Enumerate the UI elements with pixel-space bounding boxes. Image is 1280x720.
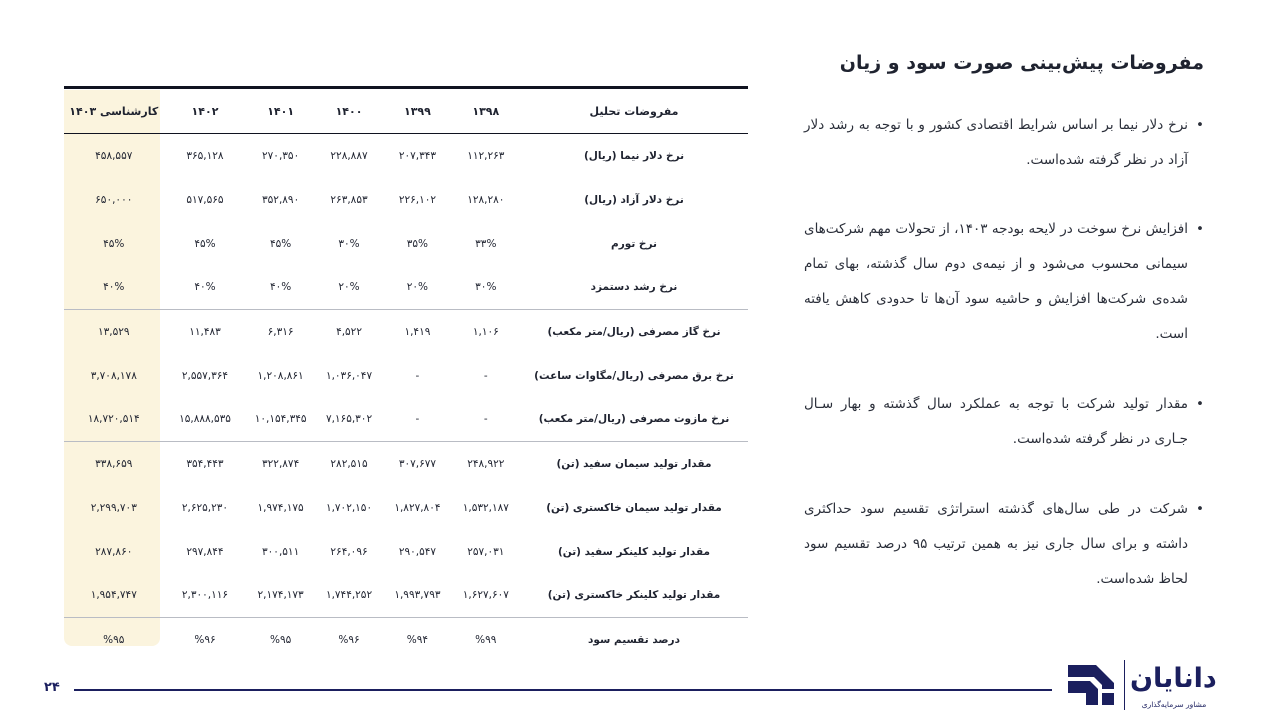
table-header-row: [64, 88, 748, 134]
table-row: [64, 486, 748, 530]
header-cell: مفروضات تحلیل: [589, 104, 679, 118]
table-cell: ۱,۴۱۹: [404, 325, 431, 338]
table-cell: ۳۲۲,۸۷۴: [262, 457, 300, 470]
table-row: [64, 530, 748, 574]
table-cell: -: [415, 369, 420, 382]
table-cell: -: [483, 369, 488, 382]
table-cell: ۳,۷۰۸,۱۷۸: [90, 369, 137, 382]
row-label: درصد تقسیم سود: [588, 633, 680, 646]
table-cell: ۱,۹۹۳,۷۹۳: [394, 589, 441, 602]
table-cell: ۲,۶۲۵,۲۳۰: [181, 501, 229, 514]
page-title: مفروضات پیش‌بینی صورت سود و زیان: [839, 52, 1204, 74]
table-cell: ۲۰۷,۳۴۳: [398, 149, 436, 162]
table-row: [64, 222, 748, 266]
table-body: [64, 134, 748, 662]
table-cell: ۳۳%: [475, 237, 497, 250]
table-cell: ۳۰%: [475, 281, 497, 294]
table-cell: ۲,۱۷۴,۱۷۳: [257, 589, 304, 602]
table-cell: ۱,۵۳۲,۱۸۷: [462, 501, 509, 514]
table-cell: -: [415, 413, 420, 426]
table-cell: ۳۰۷,۶۷۷: [398, 457, 436, 470]
table-cell: ۲۲۶,۱۰۲: [398, 193, 436, 206]
table-cell: ۲۷۰,۳۵۰: [262, 149, 300, 162]
table-cell: ۲,۵۵۷,۳۶۴: [181, 369, 229, 382]
table-cell: %۹۹: [475, 633, 497, 646]
table-cell: ۷,۱۶۵,۳۰۲: [325, 413, 373, 426]
table-cell: ۳۵۲,۸۹۰: [262, 193, 300, 206]
header-cell: ۱۳۹۹: [403, 104, 431, 118]
row-label: مقدار تولید کلینکر سفید (تن): [557, 545, 711, 558]
table-cell: ۱۳,۵۲۹: [97, 325, 130, 338]
table-cell: ۳۳۸,۶۵۹: [95, 457, 133, 470]
table-cell: ۳۰۰,۵۱۱: [262, 545, 300, 558]
table-cell: ۱,۶۲۷,۶۰۷: [462, 589, 509, 602]
row-label: نرخ گاز مصرفی (ریال/متر مکعب): [547, 325, 721, 338]
table-cell: ۲,۲۹۹,۷۰۳: [90, 501, 137, 514]
table-cell: ۱,۰۳۶,۰۴۷: [325, 369, 373, 382]
table-cell: ۲۸۲,۵۱۵: [330, 457, 368, 470]
table-cell: ۱,۹۵۴,۷۴۷: [90, 589, 137, 602]
table-cell: ۲۲۸,۸۸۷: [330, 149, 368, 162]
table-cell: ۴۰%: [270, 281, 292, 294]
table-row: [64, 134, 748, 178]
table-row: [64, 618, 748, 662]
row-label: نرخ تورم: [611, 237, 657, 250]
table-cell: ۱,۲۰۸,۸۶۱: [257, 369, 304, 382]
row-label: مقدار تولید سیمان خاکستری (تن): [546, 501, 722, 514]
table-cell: ۴۵%: [194, 237, 216, 250]
table-row: [64, 398, 748, 442]
header-cell: کارشناسی ۱۴۰۳: [69, 104, 159, 118]
table-cell: ۶۵۰,۰۰۰: [95, 193, 133, 206]
page-number: ۲۴: [44, 680, 60, 695]
assumption-notes: [804, 108, 1202, 597]
table-row: [64, 178, 748, 222]
table-cell: ۳۵%: [406, 237, 429, 250]
table-cell: %۹۵: [103, 633, 125, 646]
table-cell: ۴۵%: [270, 237, 292, 250]
header-cell: ۱۴۰۲: [191, 104, 219, 118]
assumptions-table-container: [64, 86, 748, 662]
row-label: نرخ دلار نیما (ریال): [583, 149, 685, 162]
header-cell: ۱۳۹۸: [472, 104, 500, 118]
table-cell: -: [483, 413, 488, 426]
table-row: [64, 574, 748, 618]
header-cell: ۱۴۰۱: [267, 104, 295, 118]
table-row: [64, 266, 748, 310]
row-label: مقدار تولید سیمان سفید (تن): [556, 457, 712, 470]
table-cell: ۲۸۷,۸۶۰: [95, 545, 133, 558]
table-cell: ۳۶۵,۱۲۸: [186, 149, 224, 162]
header-cell: ۱۴۰۰: [335, 104, 363, 118]
row-label: نرخ برق مصرفی (ریال/مگاوات ساعت): [534, 369, 734, 382]
note-item: • مقدار تولید شرکت با توجه به عملکرد سال گذشته و بهار سـال جـاری در نظر گرفته شده‌است.: [804, 387, 1202, 457]
table-cell: ۲۰%: [406, 281, 429, 294]
table-cell: ۲,۳۰۰,۱۱۶: [181, 589, 229, 602]
row-label: نرخ دلار آزاد (ریال): [584, 193, 684, 206]
note-item: • شرکت در طی سال‌های گذشته استراتژی تقسیم سود حداکثری داشته و برای سال جاری نیز به همین ترتیب ۹۵ درصد تقسیم سود لحاظ شده‌است.: [804, 492, 1202, 597]
table-cell: ۱۸,۷۲۰,۵۱۴: [87, 413, 140, 426]
table-cell: ۲۹۰,۵۴۷: [398, 545, 436, 558]
table-cell: ۲۰%: [338, 281, 360, 294]
table-cell: %۹۴: [406, 633, 429, 646]
table-cell: ۱,۱۰۶: [472, 325, 499, 338]
table-cell: ۴۰%: [194, 281, 216, 294]
table-cell: ۴۰%: [103, 281, 125, 294]
assumptions-table: [64, 86, 748, 662]
table-cell: ۱,۹۷۴,۱۷۵: [257, 501, 304, 514]
table-cell: ۶,۳۱۶: [267, 325, 294, 338]
table-cell: ۴,۵۲۲: [336, 325, 362, 338]
table-cell: %۹۶: [194, 633, 216, 646]
row-label: مقدار تولید کلینکر خاکستری (تن): [547, 589, 721, 602]
table-cell: ۵۱۷,۵۶۵: [186, 193, 224, 206]
row-label: نرخ مازوت مصرفی (ریال/متر مکعب): [538, 413, 730, 426]
table-cell: ۱۲۸,۲۸۰: [467, 193, 505, 206]
row-label: نرخ رشد دستمزد: [590, 281, 678, 294]
table-cell: ۱۱,۴۸۳: [189, 325, 221, 338]
note-item: • نرخ دلار نیما بر اساس شرایط اقتصادی کشور و با توجه به رشد دلار آزاد در نظر گرفته شده‌است.: [804, 108, 1202, 178]
table-cell: ۲۶۴,۰۹۶: [330, 545, 368, 558]
table-cell: ۱۱۲,۲۶۳: [467, 149, 505, 162]
table-cell: ۴۵%: [103, 237, 125, 250]
table-cell: %۹۶: [338, 633, 360, 646]
table-cell: ۲۹۷,۸۴۴: [186, 545, 224, 558]
table-row: [64, 442, 748, 486]
table-cell: %۹۵: [270, 633, 292, 646]
table-cell: ۲۶۳,۸۵۳: [330, 193, 368, 206]
table-cell: ۳۵۴,۴۴۳: [186, 457, 224, 470]
table-cell: ۱۵,۸۸۸,۵۳۵: [179, 413, 231, 426]
table-row: [64, 310, 748, 354]
table-cell: ۱,۷۰۲,۱۵۰: [325, 501, 373, 514]
brand-logo-icon: [1066, 663, 1116, 707]
footer-divider: [74, 689, 1052, 691]
table-cell: ۲۴۸,۹۲۲: [467, 457, 505, 470]
note-item: • افزایش نرخ سوخت در لایحه بودجه ۱۴۰۳، از تحولات مهم شرکت‌های سیمانی محسوب می‌شود و از نیمه‌ی دوم سال گذشته، بهای تمام شده‌ی شرکت‌ها افزایش و حاشیه سود آن‌ها تا حدودی کاهش یافته است.: [804, 212, 1202, 352]
table-cell: ۱,۸۲۷,۸۰۴: [394, 501, 441, 514]
brand-tagline: مشاور سرمایه‌گذاری: [1141, 700, 1207, 709]
table-cell: ۲۵۷,۰۳۱: [467, 545, 505, 558]
table-cell: ۱,۷۴۴,۲۵۲: [325, 589, 373, 602]
table-row: [64, 354, 748, 398]
table-cell: ۴۵۸,۵۵۷: [95, 149, 133, 162]
brand-name: دانایان: [1130, 663, 1217, 694]
table-cell: ۱۰,۱۵۴,۳۴۵: [254, 413, 307, 426]
logo-divider: [1124, 660, 1125, 710]
table-cell: ۳۰%: [338, 237, 360, 250]
